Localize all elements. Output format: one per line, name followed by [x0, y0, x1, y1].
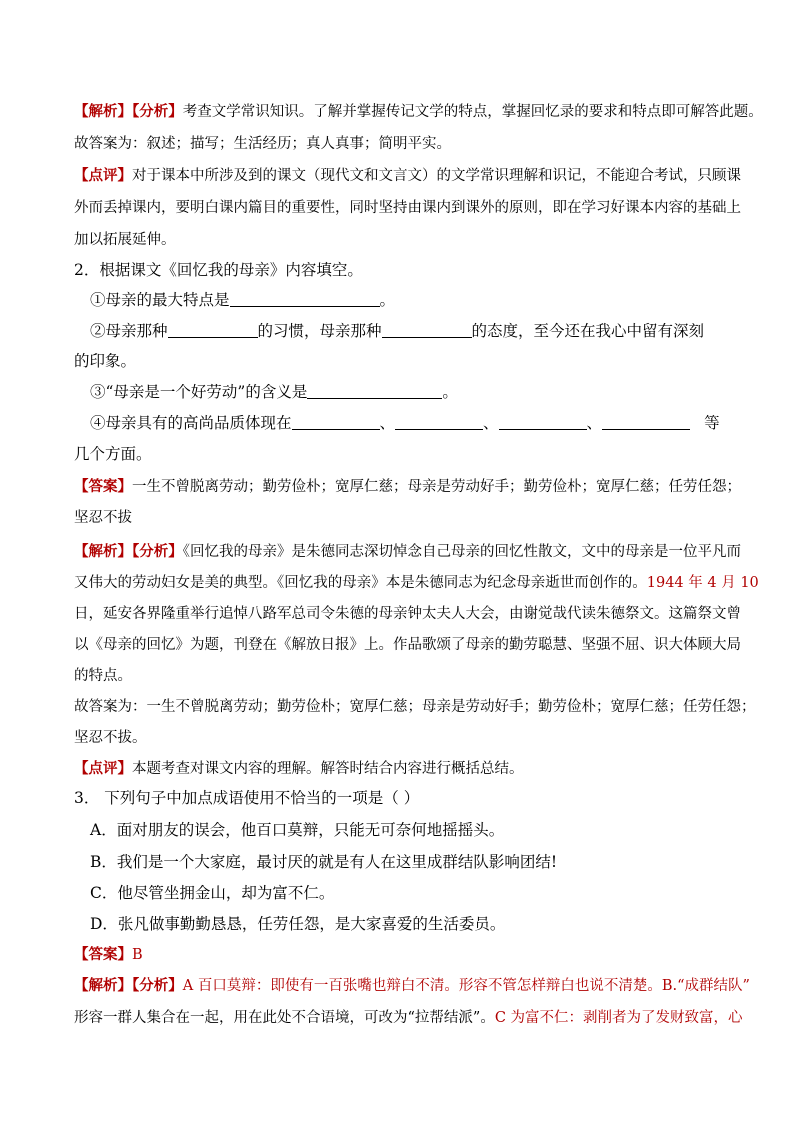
separator: 、	[379, 414, 396, 432]
q2-analysis-date: 1944 年 4 月 10	[646, 575, 759, 591]
q2-item3-text: ③“母亲是一个好劳动”的含义是	[90, 383, 308, 401]
fill-blank[interactable]	[602, 414, 690, 430]
q2-item2-text-b: 的习惯，母亲那种	[257, 322, 382, 340]
q2-analysis-text1: 《回忆我的母亲》是朱德同志深切悼念自己母亲的回忆性散文，文中的母亲是一位平凡而	[182, 544, 741, 560]
q3-analysis-text1: A 百口莫辩：即使有一百张嘴也辩白不清。形容不管怎样辩白也说不清楚。B.“成群结队”	[182, 978, 750, 994]
label-dianping: 【点评】	[74, 760, 132, 777]
q2-final-line2: 坚忍不拔。	[74, 730, 147, 746]
q2-analysis-line3: 日，延安各界隆重举行追悼八路军总司令朱德的母亲钟太夫人大会，由谢觉哉代读朱德祭文。这篇祭文曾	[74, 606, 741, 622]
q2-answer-text1: 一生不曾脱离劳动；勤劳俭朴；宽厚仁慈；母亲是劳动好手；勤劳俭朴；宽厚仁慈；任劳任怨；	[132, 479, 741, 495]
q2-item4-text: ④母亲具有的高尚品质体现在	[90, 414, 292, 432]
q1-analysis	[74, 102, 763, 122]
q2-item2-line2: 的印象。	[74, 352, 137, 370]
q3-answer-value: B	[132, 947, 143, 963]
fill-blank[interactable]	[499, 414, 587, 430]
q1-comment-text1: 对于课本中所涉及到的课文（现代文和文言文）的文学常识理解和识记，不能迎合考试，只顾课	[132, 168, 741, 184]
q2-comment-text: 本题考查对课文内容的理解。解答时结合内容进行概括总结。	[132, 761, 524, 777]
label-jiexi: 【解析】	[74, 977, 132, 994]
q3-analysis-text2: 形容一群人集合在一起，用在此处不合语境，可改为“拉帮结派”。	[74, 1010, 495, 1026]
q3-option-c: C．他尽管坐拥金山，却为富不仁。	[90, 884, 335, 902]
label-jiexi: 【解析】	[74, 103, 132, 120]
q1-comment-line1	[74, 166, 741, 186]
q2-final-line1: 故答案为：一生不曾脱离劳动；勤劳俭朴；宽厚仁慈；母亲是劳动好手；勤劳俭朴；宽厚仁慈；任劳任怨；	[74, 699, 756, 715]
label-daan: 【答案】	[74, 946, 132, 963]
q3-analysis-line1	[74, 976, 750, 996]
q2-answer-line1	[74, 477, 741, 497]
fill-blank[interactable]	[395, 414, 483, 430]
label-daan: 【答案】	[74, 478, 132, 495]
q2-analysis-line1	[74, 542, 741, 562]
q2-analysis-text2: 又伟大的劳动妇女是美的典型。《回忆我的母亲》本是朱德同志为纪念母亲逝世而创作的。	[74, 575, 647, 591]
q2-analysis-line2	[74, 573, 759, 593]
fill-blank[interactable]	[168, 322, 258, 338]
q3-analysis-line2	[74, 1008, 743, 1028]
q1-comment-line3: 加以拓展延伸。	[74, 232, 176, 248]
q3-stem: 3． 下列句子中加点成语使用不恰当的一项是（ ）	[74, 789, 420, 807]
q2-item4-end: 等	[704, 414, 720, 432]
q2-stem: 2．根据课文《回忆我的母亲》内容填空。	[74, 261, 363, 279]
q2-item4	[90, 413, 720, 433]
separator: 、	[586, 414, 603, 432]
q2-item2-text-c: 的态度，至今还在我心中留有深刻	[471, 322, 705, 340]
label-jiexi: 【解析】	[74, 543, 132, 560]
label-fenxi: 【分析】	[132, 103, 183, 120]
q2-comment	[74, 759, 720, 779]
q3-option-a: A．面对朋友的误会，他百口莫辩，只能无可奈何地摇摇头。	[90, 821, 505, 839]
fill-blank[interactable]	[230, 291, 380, 307]
q2-item1-end: 。	[379, 291, 396, 309]
q1-comment-line2: 外而丢掉课内，要明白课内篇目的重要性，同时坚持由课内到课外的原则，即在学习好课本内容的基础上	[74, 200, 741, 216]
q2-item1-text: ①母亲的最大特点是	[90, 291, 230, 309]
q3-answer	[74, 945, 720, 965]
q1-analysis-text: 考查文学常识知识。了解并掌握传记文学的特点，掌握回忆录的要求和特点即可解答此题。	[182, 104, 763, 120]
q2-item3-end: 。	[442, 383, 458, 401]
q2-item3	[90, 382, 720, 402]
label-fenxi: 【分析】	[132, 543, 183, 560]
q1-answer: 故答案为：叙述；描写；生活经历；真人真事；简明平实。	[74, 136, 451, 152]
separator: 、	[483, 414, 499, 432]
label-fenxi: 【分析】	[132, 977, 183, 994]
q3-option-d: D．张凡做事勤勤恳恳，任劳任怨，是大家喜爱的生活委员。	[90, 915, 506, 933]
q2-item2	[90, 321, 720, 341]
q3-option-b: B．我们是一个大家庭，最讨厌的就是有人在这里成群结队影响团结!	[90, 853, 558, 871]
q2-analysis-line5: 的特点。	[74, 668, 132, 684]
fill-blank[interactable]	[307, 383, 442, 399]
q2-item4-line2: 几个方面。	[74, 445, 152, 463]
q2-answer-line2: 坚忍不拔	[74, 510, 132, 526]
fill-blank[interactable]	[292, 414, 380, 430]
q2-item1	[90, 290, 720, 310]
label-dianping: 【点评】	[74, 167, 132, 184]
q2-analysis-line4: 以《母亲的回忆》为题，刊登在《解放日报》上。作品歌颂了母亲的勤劳聪慧、坚强不屈、识大体顾大局	[74, 637, 741, 653]
q3-analysis-text2-red: C 为富不仁：剥削者为了发财致富，心	[494, 1010, 743, 1026]
q2-item2-text-a: ②母亲那种	[90, 322, 168, 340]
fill-blank[interactable]	[382, 322, 472, 338]
